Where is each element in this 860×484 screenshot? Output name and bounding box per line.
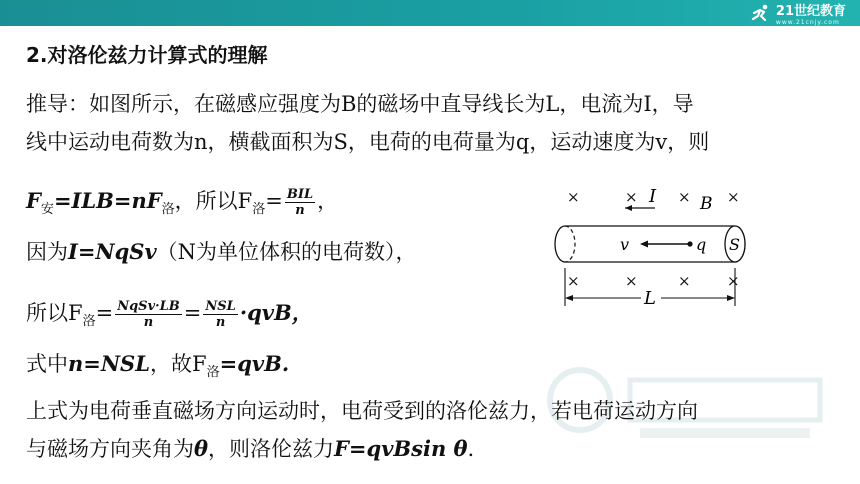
formula-force-ampere bbox=[26, 186, 338, 225]
expr-n-NSL: n=NSL bbox=[68, 351, 150, 376]
field-cross: × bbox=[727, 188, 740, 206]
text-where: 式中 bbox=[26, 352, 68, 376]
formula-current bbox=[26, 237, 417, 267]
label-length-L: L bbox=[644, 288, 656, 309]
subscript-an: 安 bbox=[40, 202, 54, 217]
text-so-F: 所以F bbox=[26, 301, 83, 325]
length-arrowhead-left bbox=[565, 295, 573, 301]
label-area-S: S bbox=[729, 235, 740, 254]
equals-sign: = bbox=[265, 189, 283, 213]
derivation-line-2: 线中运动电荷数为n，横截面积为S，电荷的电荷量为q，运动速度为v，则 bbox=[26, 130, 710, 154]
expr-F-qvBsin: F=qvBsin θ bbox=[334, 436, 468, 461]
field-cross: × bbox=[727, 272, 740, 290]
subscript-luo: 洛 bbox=[82, 314, 96, 329]
wire-in-magnetic-field-diagram bbox=[545, 176, 785, 316]
text-angle-with-field: 与磁场方向夹角为 bbox=[26, 437, 194, 461]
label-current-I: I bbox=[649, 186, 657, 207]
top-banner bbox=[0, 0, 860, 26]
formula-lorentz-derivation bbox=[26, 298, 313, 337]
field-cross: × bbox=[625, 272, 638, 290]
length-arrowhead-right bbox=[727, 295, 735, 301]
fraction-NqSvLB-n bbox=[115, 299, 182, 330]
field-cross: × bbox=[678, 188, 691, 206]
expr-qvB-result: =qvB. bbox=[219, 351, 290, 376]
note-N-definition: （N为单位体积的电荷数）， bbox=[156, 240, 417, 264]
field-cross: × bbox=[567, 188, 580, 206]
expr-ILB: =ILB=nF bbox=[53, 188, 162, 213]
section-heading: 2.对洛伦兹力计算式的理解 bbox=[26, 43, 268, 67]
subscript-luo: 洛 bbox=[206, 365, 220, 380]
logo-name: 21世纪教育 bbox=[775, 4, 846, 19]
logo-url: www.21cnjy.com bbox=[775, 19, 840, 26]
text-because: 因为 bbox=[26, 240, 68, 264]
charge-dot bbox=[687, 241, 692, 246]
brand-logo bbox=[750, 2, 846, 24]
fraction-numerator: NSL bbox=[205, 299, 236, 314]
fraction-denominator: n bbox=[143, 315, 154, 330]
derivation-line-1: 推导：如图所示，在磁感应强度为B的磁场中直导线长为L，电流为I，导 bbox=[26, 92, 694, 116]
expr-qvB: ·qvB， bbox=[239, 300, 313, 325]
label-field-B: B bbox=[700, 194, 713, 214]
period: . bbox=[467, 437, 475, 461]
equals-sign: = bbox=[95, 301, 114, 325]
conclusion-line-2 bbox=[26, 434, 474, 464]
fraction-numerator: NqSv·LB bbox=[117, 299, 180, 314]
label-charge-q: q bbox=[696, 235, 707, 254]
fraction-BIL-n bbox=[285, 187, 315, 218]
field-cross: × bbox=[567, 272, 580, 290]
comma: ， bbox=[317, 189, 339, 213]
fraction-denominator: n bbox=[215, 315, 226, 330]
field-cross: × bbox=[625, 188, 638, 206]
fraction-denominator: n bbox=[295, 203, 305, 218]
field-cross: × bbox=[678, 272, 691, 290]
subscript-luo: 洛 bbox=[161, 202, 175, 217]
text-so: ，所以F bbox=[174, 189, 253, 213]
fraction-NSL-n bbox=[203, 299, 237, 330]
text-thus-F: ，故F bbox=[150, 352, 207, 376]
equals-sign: = bbox=[183, 301, 202, 325]
subscript-luo: 洛 bbox=[252, 202, 266, 217]
expr-I-NqSv: I=NqSv bbox=[68, 239, 157, 264]
label-velocity-v: v bbox=[620, 235, 630, 254]
runner-logo-icon bbox=[750, 4, 772, 22]
symbol-F: F bbox=[26, 188, 41, 213]
fraction-numerator: BIL bbox=[286, 187, 314, 202]
conclusion-line-1: 上式为电荷垂直磁场方向运动时，电荷受到的洛伦兹力，若电荷运动方向 bbox=[26, 399, 698, 423]
text-then-lorentz: ，则洛伦兹力 bbox=[208, 437, 335, 461]
formula-result bbox=[26, 349, 289, 388]
symbol-theta: θ bbox=[194, 436, 209, 461]
